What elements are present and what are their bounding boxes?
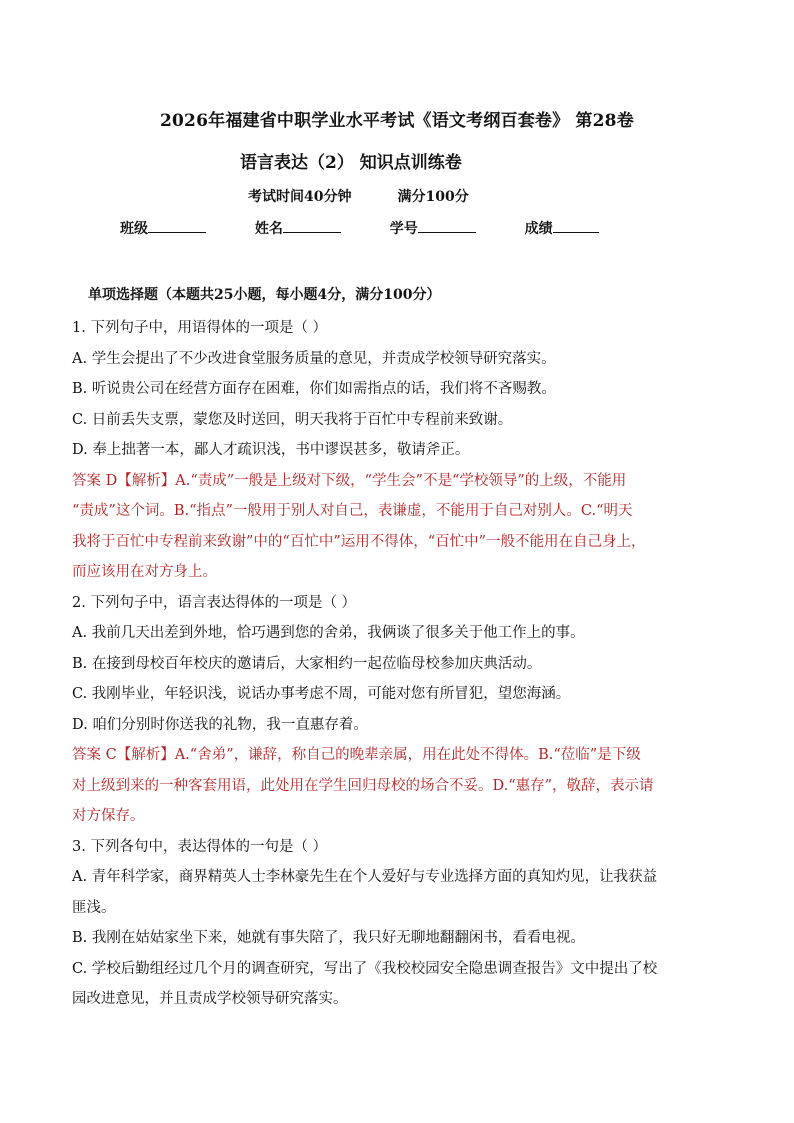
answer-line: “责成”这个词。B.“指点”一般用于别人对自己，表谦虚，不能用于自己对别人。C.“明天 <box>72 503 633 519</box>
option-line: B. 我刚在姑姑家坐下来，她就有事失陪了，我只好无聊地翻翻闲书，看看电视。 <box>72 930 585 946</box>
field-label: 班级 <box>120 221 148 237</box>
exam-subtitle: 语言表达（2） 知识点训练卷 <box>240 153 462 173</box>
question-stem: 1. 下列句子中，用语得体的一项是（ ） <box>72 320 328 336</box>
answer-line: 而应该用在对方身上。 <box>72 564 217 580</box>
option-line: B. 听说贵公司在经营方面存在困难，你们如需指点的话，我们将不吝赐教。 <box>72 381 556 397</box>
field-label: 学号 <box>389 221 418 237</box>
answer-line: 答案 C【解析】A.“舍弟”，谦辞，称自己的晚辈亲属，用在此处不得体。B.“莅临”是下级 <box>72 747 641 763</box>
option-line: B. 在接到母校百年校庆的邀请后，大家相约一起莅临母校参加庆典活动。 <box>72 655 542 672</box>
blank-line <box>283 218 341 233</box>
questions-content <box>72 313 732 1015</box>
option-line: A. 我前几天出差到外地，恰巧遇到您的舍弟，我俩谈了很多关于他工作上的事。 <box>72 625 585 641</box>
option-line: 园改进意见，并且责成学校领导研究落实。 <box>72 991 348 1007</box>
student-info-fields <box>120 218 643 238</box>
exam-info <box>248 186 469 206</box>
option-line: D. 奉上拙著一本，鄙人才疏识浅，书中谬误甚多，敬请斧正。 <box>72 442 470 458</box>
option-line: 匪浅。 <box>72 899 116 916</box>
exam-time: 考试时间40分钟 <box>248 189 352 205</box>
field-label: 成绩 <box>524 221 553 237</box>
option-line: D. 咱们分别时你送我的礼物，我一直惠存着。 <box>72 716 368 733</box>
section-heading: 单项选择题（本题共25小题，每小题4分，满分100分） <box>88 287 441 303</box>
exam-title: 2026年福建省中职学业水平考试《语文考纲百套卷》 第28卷 <box>160 111 634 131</box>
blank-line <box>553 218 599 233</box>
option-line: C. 我刚毕业，年轻识浅，说话办事考虑不周，可能对您有所冒犯，望您海涵。 <box>72 686 571 702</box>
name-field[interactable] <box>255 218 341 238</box>
answer-line: 我将于百忙中专程前来致谢”中的“百忙中”运用不得体，“百忙中”一般不能用在自己身上， <box>72 533 646 550</box>
answer-line: 对方保存。 <box>72 808 145 824</box>
student-id-field[interactable] <box>390 218 476 238</box>
class-field[interactable] <box>120 218 206 238</box>
answer-line: 对上级到来的一种客套用语，此处用在学生回归母校的场合不妥。D.“惠存”，敬辞，表示请 <box>72 777 654 794</box>
option-line: C. 日前丢失支票，蒙您及时送回，明天我将于百忙中专程前来致谢。 <box>72 411 513 428</box>
option-line: A. 学生会提出了不少改进食堂服务质量的意见，并责成学校领导研究落实。 <box>72 350 556 367</box>
grade-field[interactable] <box>525 218 599 238</box>
question-stem: 3. 下列各句中，表达得体的一句是（ ） <box>72 838 328 855</box>
option-line: C. 学校后勤组经过几个月的调查研究，写出了《我校校园安全隐患调查报告》文中提出了校 <box>72 960 658 977</box>
blank-line <box>148 218 206 233</box>
answer-line: 答案 D【解析】A.“责成”一般是上级对下级，“学生会”不是“学校领导”的上级，不能用 <box>72 472 627 489</box>
question-stem: 2. 下列句子中，语言表达得体的一项是（ ） <box>72 594 357 611</box>
blank-line <box>418 218 476 233</box>
exam-score: 满分100分 <box>397 189 469 205</box>
field-label: 姓名 <box>254 221 283 237</box>
option-line: A. 青年科学家，商界精英人士李林豪先生在个人爱好与专业选择方面的真知灼见，让我获益 <box>72 869 658 885</box>
